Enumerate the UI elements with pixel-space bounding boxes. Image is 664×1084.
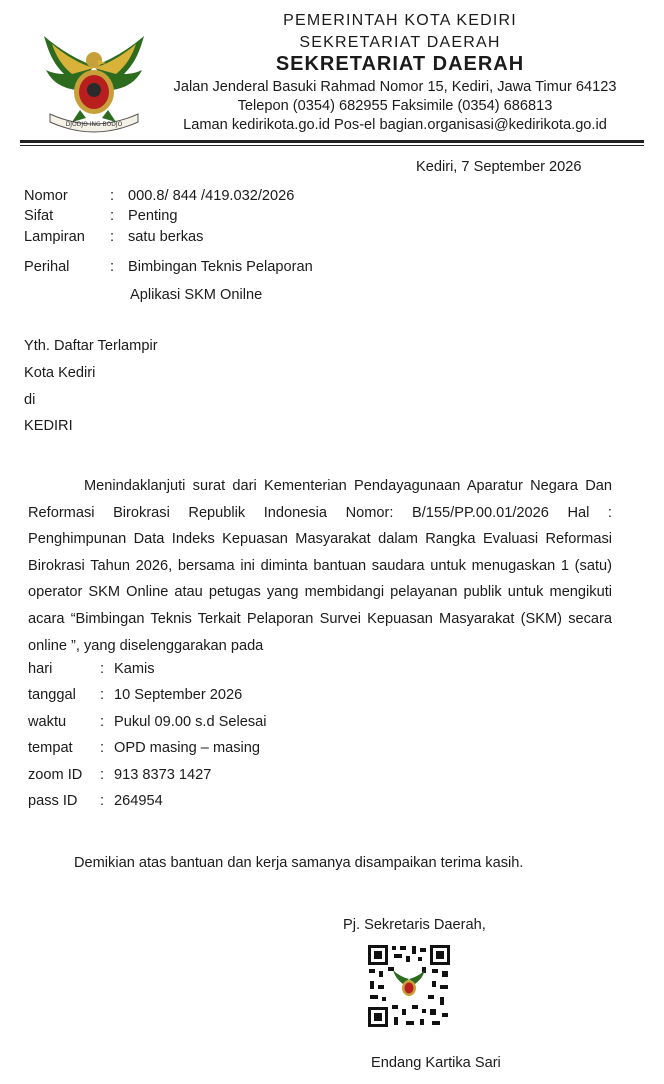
schedule-value: OPD masing – masing [114, 740, 260, 756]
schedule-label: hari [28, 661, 53, 677]
letterhead-phone: Telepon (0354) 682955 Faksimile (0354) 686813 [237, 98, 553, 114]
qr-code-icon [366, 943, 452, 1029]
signatory-name: Endang Kartika Sari [371, 1055, 501, 1071]
body-text: Menindaklanjuti surat dari Kementerian Pendayagunaan Aparatur Negara Dan Reformasi Birokrasi Republik Indonesia Nomor: B/155/PP.00.01/2026 Hal : Penghimpunan Data Indeks Kepuasan Masyarakat dalam Rangka Evaluasi Reformasi Birokrasi Tahun 2026, bersama ini diminta bantuan saudara untuk menugaskan 1 (satu) operator SKM Online atau petugas yang membidangi pelayanan publik untuk mengikuti acara “Bimbingan Teknis Terkait Pelaporan Survei Kepuasan Masyarakat (SKM) secara online ”, yang diselenggarakan pada [28, 478, 612, 654]
letterhead-line2: SEKRETARIAT DAERAH [299, 34, 501, 51]
schedule-colon: : [100, 740, 105, 756]
schedule-label: zoom ID [28, 767, 83, 783]
schedule-colon: : [100, 687, 105, 703]
meta-value: Penting [128, 208, 178, 224]
letterhead-divider-thick [20, 140, 644, 143]
letterhead-address: Jalan Jenderal Basuki Rahmad Nomor 15, Kediri, Jawa Timur 64123 [173, 79, 617, 95]
schedule-label: pass ID [28, 793, 78, 809]
letterhead-web: Laman kedirikota.go.id Pos-el bagian.organisasi@kedirikota.go.id [183, 117, 607, 133]
schedule-row-waktu [28, 712, 428, 732]
meta-row-lampiran [24, 227, 424, 247]
schedule-colon: : [100, 793, 105, 809]
schedule-label: tempat [28, 740, 73, 756]
date-line: Kediri, 7 September 2026 [416, 159, 582, 175]
perihal-line2: Aplikasi SKM Onilne [130, 287, 263, 303]
schedule-label: tanggal [28, 687, 76, 703]
schedule-colon: : [100, 767, 105, 783]
recipient-line3: di [24, 392, 36, 408]
letterhead-divider-thin [20, 145, 644, 146]
meta-label: Nomor [24, 188, 68, 204]
letterhead-line3: SEKRETARIAT DAERAH [275, 53, 525, 75]
recipient-line1: Yth. Daftar Terlampir [24, 338, 158, 354]
schedule-row-tanggal [28, 685, 428, 705]
schedule-value: 10 September 2026 [114, 687, 243, 703]
meta-label: Lampiran [24, 229, 85, 245]
meta-row-sifat [24, 206, 424, 226]
schedule-row-hari [28, 659, 428, 679]
schedule-value: Pukul 09.00 s.d Selesai [114, 714, 267, 730]
schedule-value: 264954 [114, 793, 163, 809]
closing-text: Demikian atas bantuan dan kerja samanya disampaikan terima kasih. [74, 855, 524, 871]
schedule-row-tempat [28, 738, 428, 758]
meta-value: 000.8/ 844 /419.032/2026 [128, 188, 295, 204]
schedule-row-zoom-id [28, 765, 428, 785]
meta-value: satu berkas [128, 229, 204, 245]
schedule-colon: : [100, 714, 105, 730]
schedule-value: 913 8373 1427 [114, 767, 212, 783]
meta-colon: : [110, 188, 115, 204]
garuda-emblem-icon [38, 30, 150, 134]
schedule-row-pass-id [28, 791, 428, 811]
meta-colon: : [110, 208, 115, 224]
meta-colon: : [110, 259, 115, 275]
body-paragraph [28, 473, 612, 659]
meta-row-perihal [24, 257, 424, 277]
meta-row-nomor [24, 186, 424, 206]
recipient-line4: KEDIRI [24, 418, 73, 434]
recipient-line2: Kota Kediri [24, 365, 96, 381]
meta-label: Sifat [24, 208, 54, 224]
schedule-label: waktu [28, 714, 67, 730]
schedule-value: Kamis [114, 661, 155, 677]
svg-text:DJODJO ING BODJO: DJODJO ING BODJO [65, 121, 123, 128]
meta-colon: : [110, 229, 115, 245]
signature-title: Pj. Sekretaris Daerah, [343, 917, 486, 933]
meta-label: Perihal [24, 259, 70, 275]
schedule-colon: : [100, 661, 105, 677]
letterhead-line1: PEMERINTAH KOTA KEDIRI [283, 12, 517, 29]
meta-value: Bimbingan Teknis Pelaporan [128, 259, 313, 275]
